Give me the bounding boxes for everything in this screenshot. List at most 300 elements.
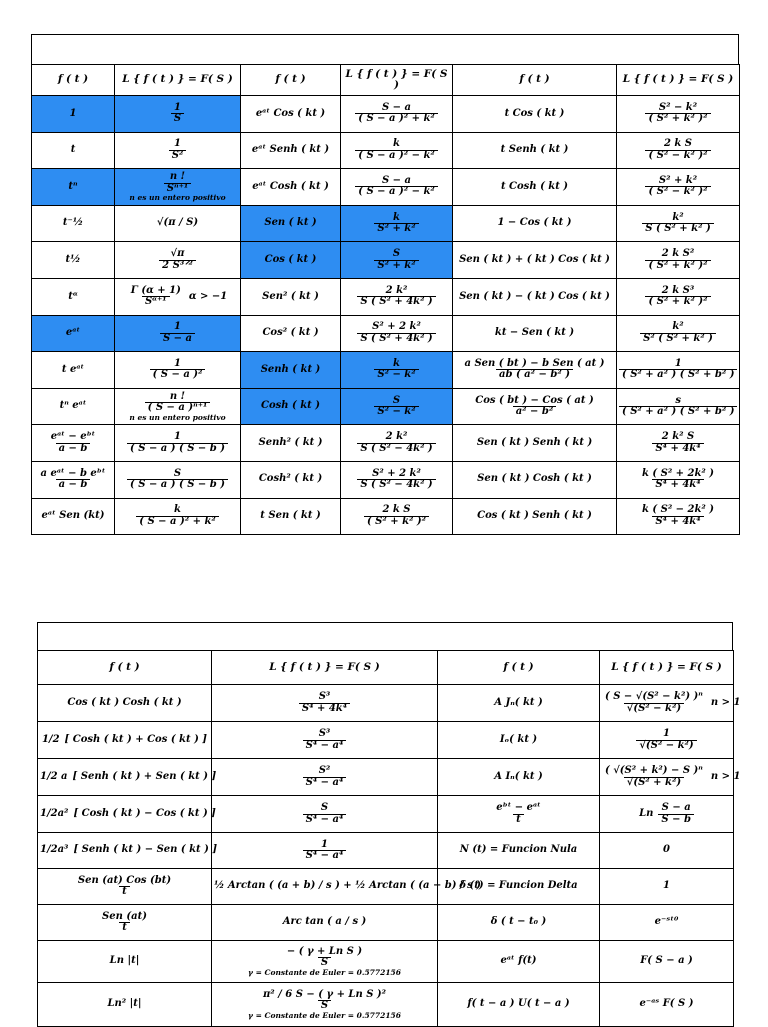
formula [645, 249, 710, 271]
fraction-numerator: n ! [169, 390, 186, 402]
fraction-numerator: π² / 6 S − ( γ + Ln S )² [262, 988, 387, 1000]
table-row [32, 425, 740, 462]
table-cell [617, 132, 740, 169]
fraction-denominator: S − b [658, 814, 694, 826]
formula [639, 469, 717, 491]
formula [355, 103, 438, 125]
table-cell [38, 722, 212, 759]
table-cell [32, 461, 115, 498]
fraction-denominator: S ( S² + 4k² ) [357, 333, 435, 345]
formula-text: √(π / S) [156, 217, 199, 229]
table-cell [32, 425, 115, 462]
formula [639, 803, 694, 825]
formula [652, 432, 703, 454]
fraction [619, 359, 737, 381]
fraction [136, 505, 219, 527]
formula-note: n es un entero positivo [129, 412, 226, 422]
fraction-denominator: S⁴ + 4k⁴ [652, 443, 703, 455]
table-cell [115, 169, 241, 206]
fraction-numerator: 1 [174, 321, 181, 333]
column-header: f ( t ) [38, 651, 212, 685]
fraction-numerator: 1 [174, 138, 181, 150]
table-row [32, 96, 740, 133]
fraction [145, 392, 211, 414]
formula [645, 176, 710, 198]
fraction-denominator: ( S² + k² )² [645, 260, 710, 272]
fraction-numerator: s [675, 394, 682, 406]
table-cell: 0 [600, 833, 734, 869]
formula [374, 396, 418, 418]
table-row [32, 169, 740, 206]
table-cell [617, 278, 740, 315]
formula-text: [ Cosh ( kt ) + Cos ( kt ) ] [64, 733, 208, 745]
formula [171, 103, 184, 125]
fraction-denominator: S⁴ − a⁴ [303, 850, 347, 862]
fraction-denominator: S⁴ + 4k⁴ [299, 703, 350, 715]
fraction-denominator: Sⁿ⁺¹ [164, 183, 191, 195]
formula [145, 392, 211, 414]
fraction-denominator: S [171, 113, 184, 125]
table-cell: e⁻ᵃˢ F( S ) [600, 983, 734, 1027]
fraction-numerator: k² [672, 211, 684, 223]
table-cell: eᵃᵗ [32, 315, 115, 352]
formula [602, 692, 740, 714]
fraction-numerator: k [393, 211, 400, 223]
table-cell [617, 96, 740, 133]
fraction [164, 172, 191, 194]
column-header: f ( t ) [438, 651, 600, 685]
fraction [645, 286, 710, 308]
fraction [38, 469, 109, 491]
table-cell [600, 685, 741, 722]
fraction-denominator: S [318, 957, 331, 969]
fraction-denominator: ( S² + k² )² [364, 516, 429, 528]
table-cell: 1 − Cos ( kt ) [453, 205, 617, 242]
table-cell: Cos ( kt ) [241, 242, 341, 279]
formula [42, 735, 207, 746]
header-row [38, 651, 734, 685]
fraction [640, 322, 716, 344]
fraction-numerator: k² [672, 321, 684, 333]
fraction-denominator: S − a [160, 333, 195, 345]
formula-condition: n > 1 [710, 696, 741, 708]
fraction-denominator: ( S − a ) ( S − b ) [127, 479, 228, 491]
formula [642, 213, 713, 235]
fraction-numerator: 2 k S [382, 504, 411, 516]
table-cell: eᵃᵗ Senh ( kt ) [241, 132, 341, 169]
table-cell [617, 205, 740, 242]
fraction-numerator: S [392, 394, 401, 406]
formula [157, 218, 198, 229]
fraction-numerator: S − a [381, 174, 412, 186]
fraction-numerator: S [320, 802, 329, 813]
fraction-numerator: a Sen ( bt ) − b Sen ( at ) [464, 357, 605, 369]
formula [639, 505, 717, 527]
table-cell [438, 796, 600, 833]
table-cell: Sen ( kt ) + ( kt ) Cos ( kt ) [453, 242, 617, 279]
table-cell [115, 388, 241, 425]
table-cell [617, 425, 740, 462]
formula [299, 692, 350, 714]
fraction-denominator: S² + k² [374, 223, 418, 235]
fraction-denominator: ( S − a )² − k² [355, 150, 438, 162]
table-cell: N (t) = Funcion Nula [438, 833, 600, 869]
table-cell: Cos² ( kt ) [241, 315, 341, 352]
fraction-denominator: S² − k² [374, 406, 418, 418]
table-cell [341, 242, 453, 279]
table-cell: Senh² ( kt ) [241, 425, 341, 462]
formula-note: γ = Constante de Euler = 0.5772156 [248, 967, 401, 977]
formula [374, 213, 418, 235]
formula [357, 469, 435, 491]
fraction-numerator: n ! [169, 171, 186, 183]
formula [40, 809, 216, 820]
fraction-denominator: √(S² − k²) [624, 703, 684, 715]
table-cell [617, 461, 740, 498]
formula-text: [ Cosh ( kt ) − Cos ( kt ) ] [73, 807, 216, 819]
fraction [639, 469, 717, 491]
table-cell: Cosh ( kt ) [241, 388, 341, 425]
formula [99, 912, 150, 934]
table-cell: kt − Sen ( kt ) [453, 315, 617, 352]
fraction-denominator: a − b [56, 479, 91, 491]
fraction [355, 103, 438, 125]
formula [303, 840, 347, 862]
fraction [472, 396, 596, 418]
fraction [658, 803, 694, 825]
fraction-denominator: S⁴ − a⁴ [303, 777, 347, 789]
fraction-numerator: Sen (at) Cos (bt) [77, 874, 172, 886]
fraction-numerator: 1 [321, 838, 328, 850]
table-row [38, 722, 734, 759]
fraction-numerator: S [173, 467, 182, 479]
table-cell [212, 685, 438, 722]
fraction [127, 432, 228, 454]
fraction-numerator: S² + 2 k² [372, 321, 421, 333]
formula-note: n es un entero positivo [129, 193, 226, 203]
fraction-denominator: √(S² + k²) [624, 777, 684, 789]
formula [374, 359, 418, 381]
fraction-numerator: S³ [318, 728, 331, 739]
formula [38, 469, 109, 491]
fraction-denominator: a² − b² [513, 406, 557, 418]
fraction-denominator: S [318, 1000, 331, 1012]
table-cell [115, 278, 241, 315]
table-cell [341, 352, 453, 389]
fraction [645, 139, 710, 161]
fraction [171, 103, 184, 125]
fraction-numerator: k [393, 138, 400, 150]
table-cell [212, 722, 438, 759]
fraction-denominator: S⁴ + 4k⁴ [652, 516, 703, 528]
fraction-denominator: ( S² + k² )² [645, 296, 710, 308]
table-cell [453, 352, 617, 389]
fraction-denominator: t [513, 814, 524, 826]
formula [164, 172, 191, 194]
fraction [357, 469, 435, 491]
fraction-denominator: ( S² − k² )² [645, 150, 710, 162]
table-cell [341, 169, 453, 206]
table-cell: tⁿ [32, 169, 115, 206]
table-cell [600, 796, 734, 833]
table-row [38, 796, 734, 833]
fraction-denominator: S² + k² [374, 260, 418, 272]
fraction-denominator: ( S² + a² ) ( S² + b² ) [619, 406, 737, 418]
fraction-numerator: 1 [174, 357, 181, 369]
fraction-numerator: ( S − √(S² − k²) )ⁿ [605, 691, 703, 702]
formula-text: [ Senh ( kt ) − Sen ( kt ) ] [73, 844, 218, 856]
table-cell [115, 205, 241, 242]
formula [40, 845, 217, 856]
table-cell [617, 352, 740, 389]
table-cell [341, 498, 453, 535]
table-row [38, 833, 734, 869]
fraction-numerator: k ( S² − 2k² ) [641, 504, 715, 516]
fraction [461, 359, 607, 381]
table-cell: Ln² |t| [38, 983, 212, 1027]
fraction-numerator: 1 [174, 431, 181, 443]
fraction-denominator: ( S − a )² − k² [355, 186, 438, 198]
table-cell [617, 169, 740, 206]
fraction-numerator: 2 k² S [661, 431, 695, 443]
table-row [32, 278, 740, 315]
fraction-denominator: t [119, 922, 130, 934]
formula [303, 766, 347, 788]
table-cell [115, 132, 241, 169]
formula [127, 432, 228, 454]
table-cell [115, 352, 241, 389]
table-cell: eᵃᵗ Sen (kt) [32, 498, 115, 535]
table-cell: F( S − a ) [600, 941, 734, 983]
table-cell [212, 869, 481, 905]
fraction-denominator: ( S − a ) ( S − b ) [127, 443, 228, 455]
fraction [150, 359, 206, 381]
fraction [374, 249, 418, 271]
column-header: f ( t ) [453, 65, 617, 96]
formula [48, 432, 99, 454]
table-cell: Ln |t| [38, 941, 212, 983]
table-row [32, 132, 740, 169]
fraction [160, 322, 195, 344]
fraction-numerator: 1 [663, 728, 670, 739]
fraction-numerator: S² + k² [658, 174, 698, 186]
fraction [303, 766, 347, 788]
fraction [75, 876, 174, 898]
fraction-denominator: S⁴ − a⁴ [303, 814, 347, 826]
formula [150, 359, 206, 381]
table-cell [38, 833, 218, 869]
table-cell: Iₒ( kt ) [438, 722, 600, 759]
formula-condition: α > −1 [188, 290, 228, 302]
formula [303, 729, 347, 751]
table-cell [38, 869, 212, 905]
fraction [299, 692, 350, 714]
formula [284, 947, 365, 969]
formula [645, 139, 710, 161]
table-cell [341, 315, 453, 352]
table-cell [38, 759, 217, 796]
fraction-denominator: ab ( a² − b² ) [496, 369, 573, 381]
table-row [38, 983, 734, 1027]
fraction [374, 213, 418, 235]
fraction-numerator: √π [170, 248, 185, 260]
formula-prefix: 1/2a² [40, 807, 69, 819]
table-row [38, 905, 734, 941]
formula [169, 139, 187, 161]
table-cell: Sen ( kt ) [241, 205, 341, 242]
table-cell: δ ( t − t₀ ) [438, 905, 600, 941]
column-header: L { f ( t ) } = F( S ) [115, 65, 241, 96]
table-cell: tⁿ eᵃᵗ [32, 388, 115, 425]
table-cell: t½ [32, 242, 115, 279]
fraction [284, 947, 365, 969]
table-cell [212, 759, 438, 796]
table-cell [617, 315, 740, 352]
formula [260, 990, 389, 1012]
fraction [619, 396, 737, 418]
table-cell [38, 796, 216, 833]
table-cell: 1 [32, 96, 115, 133]
formula [214, 881, 481, 892]
column-header: L { f ( t ) } = F( S ) [341, 65, 453, 96]
fraction-denominator: a − b [56, 443, 91, 455]
table-cell [115, 96, 241, 133]
fraction-denominator: S² ( S² + k² ) [640, 333, 716, 345]
fraction-denominator: S⁴ + 4k⁴ [652, 479, 703, 491]
table-cell [453, 388, 617, 425]
fraction-denominator: ( S − a )² + k² [136, 516, 219, 528]
formula [645, 103, 710, 125]
table-cell [115, 315, 241, 352]
fraction [357, 286, 435, 308]
table-cell [341, 96, 453, 133]
formula [619, 359, 737, 381]
table-row [32, 205, 740, 242]
formula [128, 286, 227, 308]
formula [75, 876, 174, 898]
formula [493, 803, 544, 825]
fraction [639, 505, 717, 527]
formula-text: ½ Arctan ( (a + b) / s ) + ½ Arctan ( (a − b) / s ) [214, 880, 481, 892]
fraction-denominator: S ( S² + k² ) [642, 223, 713, 235]
fraction-numerator: S² + 2 k² [372, 467, 421, 479]
table-cell [341, 388, 453, 425]
fraction [642, 213, 713, 235]
formula-prefix: 1/2 a [40, 770, 68, 782]
table-cell: Senh ( kt ) [241, 352, 341, 389]
fraction [303, 803, 347, 825]
table-cell [212, 833, 438, 869]
fraction [169, 139, 187, 161]
table-row [32, 498, 740, 535]
table-cell [600, 759, 741, 796]
fraction-denominator: t [119, 886, 130, 898]
formula [472, 396, 596, 418]
formula-text: Arc tan ( a / s ) [282, 916, 367, 928]
fraction-numerator: k [393, 357, 400, 369]
fraction-denominator: S ( S² − 4k² ) [357, 479, 435, 491]
formula [127, 469, 228, 491]
table-row [32, 352, 740, 389]
table-row [38, 685, 734, 722]
table-cell: Sen² ( kt ) [241, 278, 341, 315]
fraction-denominator: ( S² + k² )² [645, 113, 710, 125]
formula [159, 249, 196, 271]
formula-condition: n > 1 [710, 770, 741, 782]
formula-note: γ = Constante de Euler = 0.5772156 [248, 1010, 401, 1020]
fraction-numerator: Sen (at) [102, 910, 147, 922]
fraction-denominator: ( S − a )² [150, 369, 206, 381]
formula-prefix: 1/2 [41, 733, 60, 745]
table-cell: t Cos ( kt ) [453, 96, 617, 133]
fraction [355, 176, 438, 198]
fraction-denominator: Sᵅ⁺¹ [142, 296, 170, 308]
formula [461, 359, 607, 381]
fraction [636, 729, 696, 751]
table-cell [341, 278, 453, 315]
table-cell: e⁻ˢᵗ⁰ [600, 905, 734, 941]
table-cell: t eᵃᵗ [32, 352, 115, 389]
table-cell: t [32, 132, 115, 169]
table-row [32, 461, 740, 498]
formula [602, 766, 740, 788]
fraction [303, 729, 347, 751]
formula [160, 322, 195, 344]
fraction-denominator: ( S² − k² )² [645, 186, 710, 198]
fraction-numerator: Γ (α + 1) [130, 284, 181, 296]
table-cell [115, 425, 241, 462]
formula [374, 249, 418, 271]
fraction [645, 249, 710, 271]
fraction-denominator: S ( S² − 4k² ) [357, 443, 435, 455]
fraction [493, 803, 544, 825]
formula [645, 286, 710, 308]
fraction [357, 322, 435, 344]
formula [355, 176, 438, 198]
table-cell [341, 425, 453, 462]
table-row [32, 242, 740, 279]
table-cell: Sen ( kt ) Senh ( kt ) [453, 425, 617, 462]
table-cell [617, 388, 740, 425]
fraction [374, 396, 418, 418]
fraction-numerator: 1 [174, 101, 181, 113]
fraction [48, 432, 99, 454]
table-row [38, 941, 734, 983]
table-cell: A Jₙ( kt ) [438, 685, 600, 722]
formula [357, 322, 435, 344]
formula [355, 139, 438, 161]
table-cell: Sen ( kt ) Cosh ( kt ) [453, 461, 617, 498]
fraction [303, 840, 347, 862]
table-cell: Cos ( kt ) Senh ( kt ) [453, 498, 617, 535]
fraction-numerator: 2 k² [385, 431, 408, 443]
fraction-numerator: 2 k S² [661, 248, 695, 260]
formula [636, 729, 696, 751]
fraction-denominator: ( S² + a² ) ( S² + b² ) [619, 369, 737, 381]
laplace-table-2 [37, 650, 741, 1027]
table-cell: A Iₙ( kt ) [438, 759, 600, 796]
column-header: L { f ( t ) } = F( S ) [212, 651, 438, 685]
table-cell [212, 983, 438, 1027]
table-cell [212, 905, 438, 941]
fraction-numerator: 2 k² [385, 284, 408, 296]
header-row [32, 65, 740, 96]
fraction [159, 249, 196, 271]
fraction-numerator: S − a [381, 101, 412, 113]
table-row [38, 869, 734, 905]
table-cell: t Sen ( kt ) [241, 498, 341, 535]
fraction [652, 432, 703, 454]
